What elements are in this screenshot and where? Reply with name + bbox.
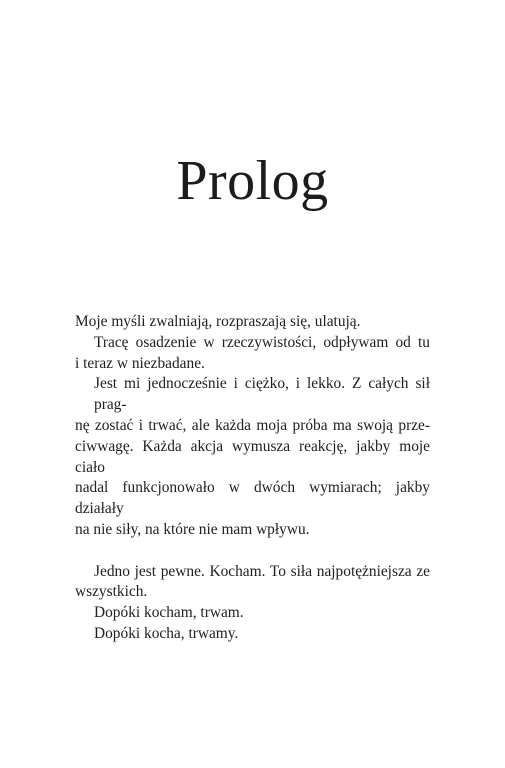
text-line: Tracę osadzenie w rzeczywistości, odpływam od tu — [94, 333, 430, 351]
text-line: nadal funkcjonowało w dwóch wymiarach; jakby działały — [75, 479, 430, 518]
text-line: i teraz w niezbadane. — [75, 354, 205, 372]
text-line: Dopóki kocham, trwam. — [94, 604, 244, 622]
text-line: nę zostać i trwać, ale każda moja próba ma swoją prze- — [75, 416, 430, 434]
text-line: Jedno jest pewne. Kocham. To siła najpotężniejsza ze — [94, 562, 430, 580]
text-line: ciwwagę. Każda akcja wymusza reakcję, jakby moje ciało — [75, 437, 430, 476]
text-line: Jest mi jednocześnie i ciężko, i lekko. Z całych sił prag- — [94, 375, 430, 414]
chapter-body — [75, 312, 430, 645]
text-line: wszystkich. — [75, 583, 148, 601]
chapter-title: Prolog — [176, 150, 329, 212]
text-line: na nie siły, na które nie mam wpływu. — [75, 520, 310, 538]
paragraph-gap — [75, 541, 430, 562]
text-line: Dopóki kocha, trwamy. — [94, 624, 239, 642]
text-line: Moje myśli zwalniają, rozpraszają się, ulatują. — [75, 313, 361, 330]
